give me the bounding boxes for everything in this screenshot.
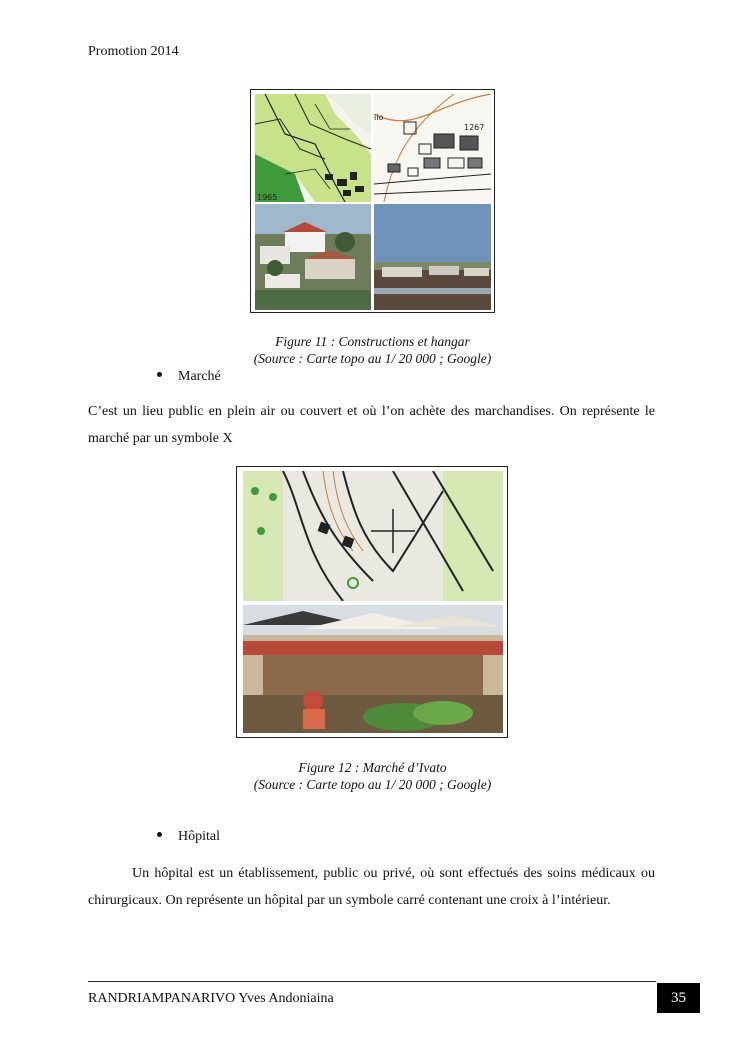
figure-11-frame [250, 89, 495, 313]
map-label-1267: 1267 [464, 123, 485, 132]
bullet-hopital-label: Hôpital [178, 829, 220, 844]
page-header: Promotion 2014 [88, 44, 179, 59]
bullet-dot [157, 832, 162, 837]
page-number: 35 [657, 983, 700, 1013]
figure-12-caption [0, 759, 745, 793]
bullet-marche-label: Marché [178, 369, 221, 384]
map-label-ilo: ilo [374, 113, 384, 122]
figure-12-photo-market [243, 605, 503, 733]
figure-11-source: (Source : Carte topo au 1/ 20 000 ; Google) [253, 351, 492, 366]
figure-12-source: (Source : Carte topo au 1/ 20 000 ; Google) [253, 777, 492, 792]
figure-11-title: Figure 11 : Constructions et hangar [275, 334, 470, 349]
footer-author: RANDRIAMPANARIVO Yves Andoniaina [88, 991, 334, 1006]
bullet-dot [157, 372, 162, 377]
figure-12-map [243, 471, 503, 601]
paragraph-hopital: Un hôpital est un établissement, public ou privé, où sont effectués des soins médicaux ou chirurgicaux. On représente un hôpital par un symbole carré contenant une croix à l’intérieur. [88, 866, 655, 908]
figure-11-photo-houses [255, 204, 371, 310]
paragraph-marche: C’est un lieu public en plein air ou couvert et où l’on achète des marchandises. On représente le marché par un symbole X [88, 404, 655, 446]
figure-12-frame [236, 466, 508, 738]
figure-11-map-right [374, 94, 491, 202]
bullet-hopital [157, 829, 220, 845]
figure-12-title: Figure 12 : Marché d’Ivato [298, 760, 447, 775]
bullet-marche [157, 369, 221, 385]
figure-11-map-left [255, 94, 371, 202]
footer-rule [88, 981, 656, 982]
figure-11-caption [0, 333, 745, 367]
map-label-1965: 1965 [257, 193, 278, 202]
figure-11-photo-hangar [374, 204, 491, 310]
